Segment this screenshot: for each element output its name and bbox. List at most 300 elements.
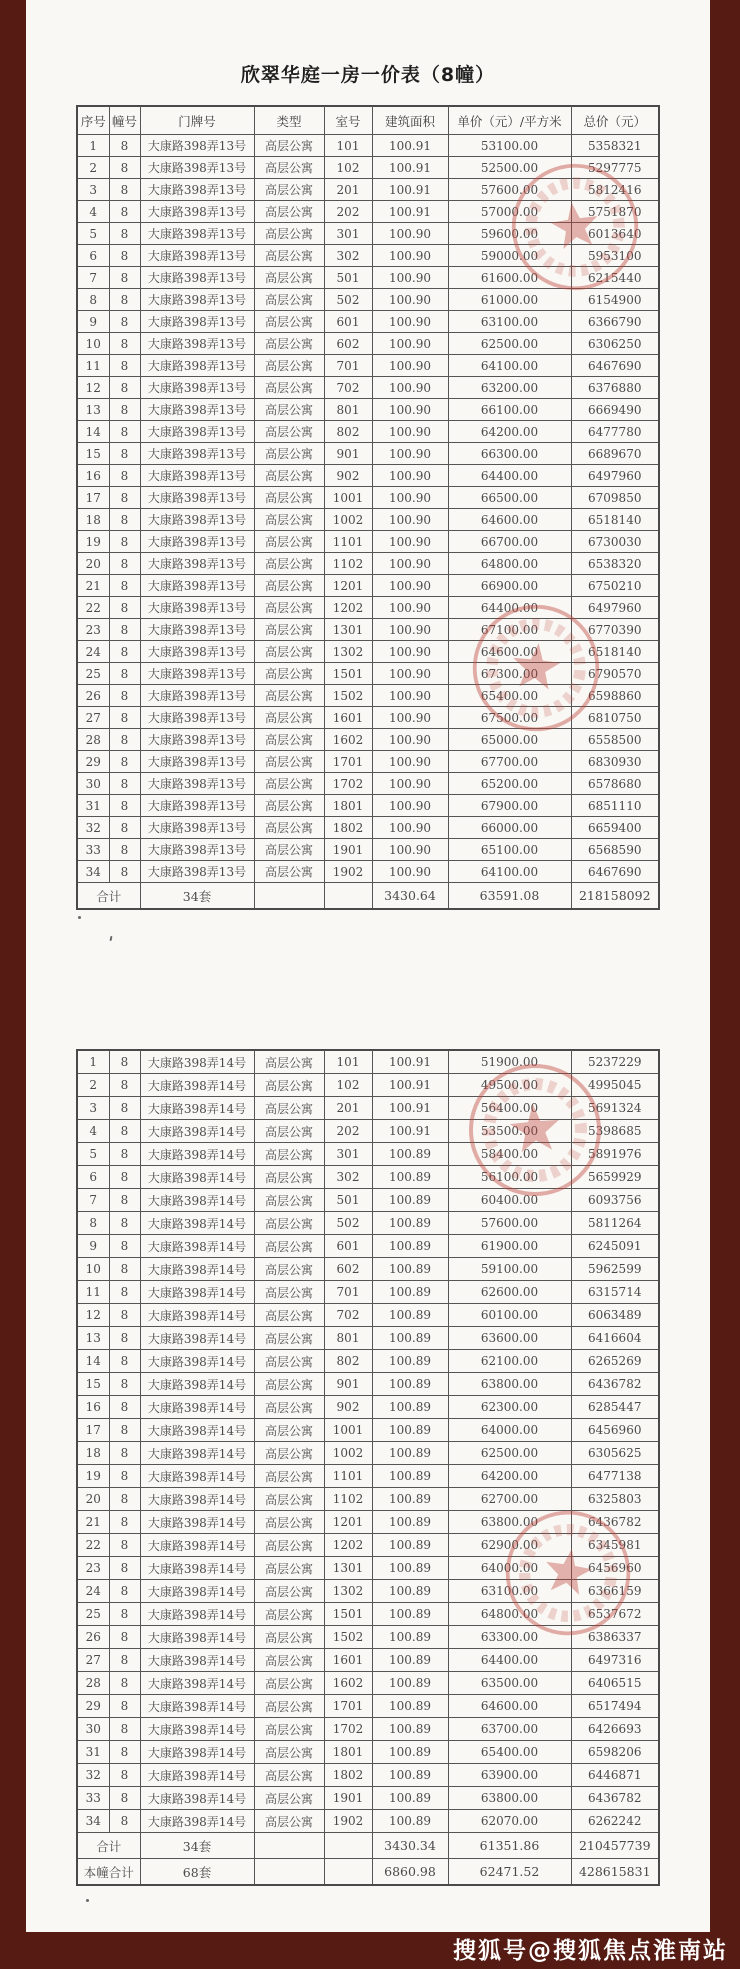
cell: 高层公寓 bbox=[254, 245, 324, 267]
table-row bbox=[77, 311, 659, 333]
cell: 64600.00 bbox=[448, 1695, 571, 1718]
cell: 501 bbox=[324, 1189, 372, 1212]
cell: 62600.00 bbox=[448, 1281, 571, 1304]
cell: 2 bbox=[77, 1074, 109, 1097]
cell: 100.90 bbox=[372, 839, 448, 861]
table-row bbox=[77, 443, 659, 465]
table-row bbox=[77, 1764, 659, 1787]
table-row bbox=[77, 1097, 659, 1120]
cell: 8 bbox=[109, 245, 140, 267]
cell: 57600.00 bbox=[448, 179, 571, 201]
cell: 8 bbox=[109, 729, 140, 751]
cell: 100.90 bbox=[372, 465, 448, 487]
cell: 1102 bbox=[324, 1488, 372, 1511]
cell: 100.91 bbox=[372, 157, 448, 179]
cell: 33 bbox=[77, 839, 109, 861]
table-row bbox=[77, 1143, 659, 1166]
cell: 3 bbox=[77, 1097, 109, 1120]
cell: 1201 bbox=[324, 1511, 372, 1534]
total-area: 3430.34 bbox=[372, 1833, 448, 1859]
cell: 801 bbox=[324, 399, 372, 421]
cell: 6376880 bbox=[571, 377, 659, 399]
cell: 高层公寓 bbox=[254, 1603, 324, 1626]
cell: 8 bbox=[109, 707, 140, 729]
cell: 100.89 bbox=[372, 1534, 448, 1557]
cell: 1601 bbox=[324, 707, 372, 729]
cell: 100.90 bbox=[372, 597, 448, 619]
total-row bbox=[77, 1833, 659, 1859]
cell: 大康路398弄14号 bbox=[140, 1235, 254, 1258]
cell: 6810750 bbox=[571, 707, 659, 729]
table-row bbox=[77, 1580, 659, 1603]
cell: 大康路398弄14号 bbox=[140, 1672, 254, 1695]
cell: 26 bbox=[77, 1626, 109, 1649]
cell: 802 bbox=[324, 421, 372, 443]
cell: 66700.00 bbox=[448, 531, 571, 553]
cell: 高层公寓 bbox=[254, 817, 324, 839]
cell: 8 bbox=[109, 1304, 140, 1327]
cell: 1301 bbox=[324, 619, 372, 641]
cell: 100.90 bbox=[372, 421, 448, 443]
cell: 6154900 bbox=[571, 289, 659, 311]
cell: 大康路398弄13号 bbox=[140, 685, 254, 707]
cell: 5358321 bbox=[571, 135, 659, 157]
cell: 4 bbox=[77, 201, 109, 223]
cell: 65200.00 bbox=[448, 773, 571, 795]
cell: 1302 bbox=[324, 1580, 372, 1603]
cell: 高层公寓 bbox=[254, 1557, 324, 1580]
cell: 701 bbox=[324, 355, 372, 377]
cell: 64400.00 bbox=[448, 1649, 571, 1672]
cell: 66900.00 bbox=[448, 575, 571, 597]
cell: 8 bbox=[109, 1120, 140, 1143]
cell: 8 bbox=[109, 289, 140, 311]
cell: 高层公寓 bbox=[254, 1327, 324, 1350]
column-header: 幢号 bbox=[109, 106, 140, 135]
cell: 65400.00 bbox=[448, 1741, 571, 1764]
cell: 6558500 bbox=[571, 729, 659, 751]
cell: 高层公寓 bbox=[254, 443, 324, 465]
total-area: 3430.64 bbox=[372, 883, 448, 910]
cell: 1601 bbox=[324, 1649, 372, 1672]
cell: 大康路398弄13号 bbox=[140, 773, 254, 795]
cell: 高层公寓 bbox=[254, 355, 324, 377]
cell: 100.90 bbox=[372, 795, 448, 817]
cell: 34 bbox=[77, 861, 109, 883]
cell: 大康路398弄13号 bbox=[140, 377, 254, 399]
cell: 8 bbox=[109, 509, 140, 531]
cell: 大康路398弄14号 bbox=[140, 1419, 254, 1442]
cell: 6518140 bbox=[571, 509, 659, 531]
cell: 64800.00 bbox=[448, 1603, 571, 1626]
cell: 100.90 bbox=[372, 773, 448, 795]
cell: 大康路398弄14号 bbox=[140, 1327, 254, 1350]
cell: 大康路398弄13号 bbox=[140, 509, 254, 531]
cell: 21 bbox=[77, 575, 109, 597]
cell: 1501 bbox=[324, 1603, 372, 1626]
cell: 6306250 bbox=[571, 333, 659, 355]
table-row bbox=[77, 1626, 659, 1649]
cell: 56400.00 bbox=[448, 1097, 571, 1120]
cell: 大康路398弄14号 bbox=[140, 1488, 254, 1511]
table-row bbox=[77, 575, 659, 597]
cell: 8 bbox=[77, 289, 109, 311]
scan-artifact bbox=[86, 1899, 89, 1902]
cell: 8 bbox=[109, 531, 140, 553]
cell: 高层公寓 bbox=[254, 1235, 324, 1258]
cell: 大康路398弄13号 bbox=[140, 707, 254, 729]
table-row bbox=[77, 1327, 659, 1350]
cell: 15 bbox=[77, 1373, 109, 1396]
cell: 30 bbox=[77, 1718, 109, 1741]
cell: 201 bbox=[324, 179, 372, 201]
cell: 6366159 bbox=[571, 1580, 659, 1603]
cell: 高层公寓 bbox=[254, 1511, 324, 1534]
cell: 65400.00 bbox=[448, 685, 571, 707]
cell: 大康路398弄14号 bbox=[140, 1741, 254, 1764]
cell: 17 bbox=[77, 1419, 109, 1442]
cell: 大康路398弄14号 bbox=[140, 1626, 254, 1649]
cell: 100.90 bbox=[372, 223, 448, 245]
grand-total-label: 本幢合计 bbox=[77, 1859, 140, 1886]
cell: 8 bbox=[109, 465, 140, 487]
cell: 100.90 bbox=[372, 377, 448, 399]
column-header: 类型 bbox=[254, 106, 324, 135]
cell: 1801 bbox=[324, 1741, 372, 1764]
cell: 59600.00 bbox=[448, 223, 571, 245]
cell: 64800.00 bbox=[448, 553, 571, 575]
cell: 6770390 bbox=[571, 619, 659, 641]
cell: 高层公寓 bbox=[254, 773, 324, 795]
cell: 100.91 bbox=[372, 1050, 448, 1074]
cell: 大康路398弄13号 bbox=[140, 267, 254, 289]
cell: 101 bbox=[324, 1050, 372, 1074]
cell: 高层公寓 bbox=[254, 377, 324, 399]
cell: 1502 bbox=[324, 685, 372, 707]
cell: 大康路398弄13号 bbox=[140, 157, 254, 179]
scan-artifact bbox=[78, 916, 81, 919]
cell: 100.91 bbox=[372, 1097, 448, 1120]
cell: 1901 bbox=[324, 839, 372, 861]
cell: 5237229 bbox=[571, 1050, 659, 1074]
cell: 100.89 bbox=[372, 1718, 448, 1741]
cell: 100.90 bbox=[372, 641, 448, 663]
cell: 63900.00 bbox=[448, 1764, 571, 1787]
cell: 802 bbox=[324, 1350, 372, 1373]
table-row bbox=[77, 685, 659, 707]
cell: 6538320 bbox=[571, 553, 659, 575]
total-label: 合计 bbox=[77, 1833, 140, 1859]
cell: 大康路398弄13号 bbox=[140, 861, 254, 883]
cell: 6 bbox=[77, 245, 109, 267]
cell: 23 bbox=[77, 619, 109, 641]
cell: 6497960 bbox=[571, 465, 659, 487]
cell: 1602 bbox=[324, 729, 372, 751]
cell: 1802 bbox=[324, 1764, 372, 1787]
cell: 大康路398弄13号 bbox=[140, 817, 254, 839]
cell: 62070.00 bbox=[448, 1810, 571, 1833]
cell: 8 bbox=[109, 355, 140, 377]
cell: 高层公寓 bbox=[254, 1143, 324, 1166]
cell: 大康路398弄13号 bbox=[140, 311, 254, 333]
cell: 100.89 bbox=[372, 1143, 448, 1166]
cell: 32 bbox=[77, 817, 109, 839]
column-header: 门牌号 bbox=[140, 106, 254, 135]
cell: 6537672 bbox=[571, 1603, 659, 1626]
cell: 63100.00 bbox=[448, 311, 571, 333]
cell: 63800.00 bbox=[448, 1511, 571, 1534]
cell: 8 bbox=[109, 1695, 140, 1718]
cell: 大康路398弄14号 bbox=[140, 1603, 254, 1626]
table-row bbox=[77, 751, 659, 773]
cell: 高层公寓 bbox=[254, 619, 324, 641]
cell: 大康路398弄13号 bbox=[140, 333, 254, 355]
cell: 大康路398弄14号 bbox=[140, 1350, 254, 1373]
table-row bbox=[77, 1396, 659, 1419]
table-row bbox=[77, 1350, 659, 1373]
cell: 大康路398弄13号 bbox=[140, 465, 254, 487]
cell: 100.89 bbox=[372, 1465, 448, 1488]
cell: 6456960 bbox=[571, 1557, 659, 1580]
total-units: 34套 bbox=[140, 1833, 254, 1859]
cell: 高层公寓 bbox=[254, 1534, 324, 1557]
cell: 100.89 bbox=[372, 1304, 448, 1327]
cell: 8 bbox=[109, 201, 140, 223]
cell: 8 bbox=[109, 1419, 140, 1442]
cell: 63500.00 bbox=[448, 1672, 571, 1695]
cell: 5659929 bbox=[571, 1166, 659, 1189]
table-row bbox=[77, 289, 659, 311]
cell: 1102 bbox=[324, 553, 372, 575]
cell: 高层公寓 bbox=[254, 1258, 324, 1281]
cell: 19 bbox=[77, 531, 109, 553]
cell: 4 bbox=[77, 1120, 109, 1143]
cell: 7 bbox=[77, 267, 109, 289]
cell: 8 bbox=[109, 1626, 140, 1649]
cell: 64200.00 bbox=[448, 1465, 571, 1488]
page-gap bbox=[26, 910, 710, 1049]
cell: 大康路398弄13号 bbox=[140, 575, 254, 597]
cell: 8 bbox=[109, 619, 140, 641]
cell: 100.90 bbox=[372, 333, 448, 355]
cell: 100.90 bbox=[372, 751, 448, 773]
cell: 502 bbox=[324, 289, 372, 311]
table-row bbox=[77, 641, 659, 663]
cell: 64400.00 bbox=[448, 465, 571, 487]
cell: 高层公寓 bbox=[254, 135, 324, 157]
cell: 5297775 bbox=[571, 157, 659, 179]
cell: 53100.00 bbox=[448, 135, 571, 157]
cell: 100.89 bbox=[372, 1649, 448, 1672]
cell: 大康路398弄13号 bbox=[140, 443, 254, 465]
grand-total-price: 428615831 bbox=[571, 1859, 659, 1886]
cell: 8 bbox=[109, 399, 140, 421]
cell: 8 bbox=[109, 1281, 140, 1304]
cell: 67300.00 bbox=[448, 663, 571, 685]
cell: 100.90 bbox=[372, 663, 448, 685]
cell: 大康路398弄13号 bbox=[140, 531, 254, 553]
cell: 6709850 bbox=[571, 487, 659, 509]
cell: 63700.00 bbox=[448, 1718, 571, 1741]
cell: 5 bbox=[77, 1143, 109, 1166]
cell: 5891976 bbox=[571, 1143, 659, 1166]
table-row bbox=[77, 1672, 659, 1695]
cell: 大康路398弄13号 bbox=[140, 223, 254, 245]
cell: 301 bbox=[324, 223, 372, 245]
cell: 63600.00 bbox=[448, 1327, 571, 1350]
cell: 6790570 bbox=[571, 663, 659, 685]
cell: 100.89 bbox=[372, 1764, 448, 1787]
cell: 高层公寓 bbox=[254, 1764, 324, 1787]
cell: 高层公寓 bbox=[254, 1488, 324, 1511]
table-row bbox=[77, 1718, 659, 1741]
cell: 100.89 bbox=[372, 1396, 448, 1419]
table-row bbox=[77, 773, 659, 795]
cell: 大康路398弄13号 bbox=[140, 619, 254, 641]
table-row bbox=[77, 1258, 659, 1281]
cell: 902 bbox=[324, 1396, 372, 1419]
cell: 8 bbox=[109, 1787, 140, 1810]
cell: 高层公寓 bbox=[254, 509, 324, 531]
cell: 100.89 bbox=[372, 1580, 448, 1603]
cell: 高层公寓 bbox=[254, 1787, 324, 1810]
cell: 66100.00 bbox=[448, 399, 571, 421]
cell: 100.89 bbox=[372, 1281, 448, 1304]
cell: 8 bbox=[109, 1212, 140, 1235]
cell: 701 bbox=[324, 1281, 372, 1304]
table-row bbox=[77, 839, 659, 861]
cell: 10 bbox=[77, 1258, 109, 1281]
cell: 1701 bbox=[324, 1695, 372, 1718]
cell: 高层公寓 bbox=[254, 1212, 324, 1235]
cell: 29 bbox=[77, 751, 109, 773]
cell: 100.89 bbox=[372, 1258, 448, 1281]
cell: 8 bbox=[109, 1718, 140, 1741]
cell: 8 bbox=[109, 553, 140, 575]
cell: 1002 bbox=[324, 1442, 372, 1465]
cell: 1101 bbox=[324, 1465, 372, 1488]
table-row bbox=[77, 729, 659, 751]
table-row bbox=[77, 1488, 659, 1511]
cell: 100.90 bbox=[372, 817, 448, 839]
cell: 100.89 bbox=[372, 1350, 448, 1373]
cell: 1001 bbox=[324, 487, 372, 509]
cell: 大康路398弄14号 bbox=[140, 1649, 254, 1672]
cell: 13 bbox=[77, 1327, 109, 1350]
cell: 100.89 bbox=[372, 1557, 448, 1580]
cell: 8 bbox=[109, 1327, 140, 1350]
cell: 100.90 bbox=[372, 531, 448, 553]
cell: 13 bbox=[77, 399, 109, 421]
cell: 64100.00 bbox=[448, 861, 571, 883]
cell: 100.89 bbox=[372, 1419, 448, 1442]
cell: 62500.00 bbox=[448, 333, 571, 355]
cell: 1602 bbox=[324, 1672, 372, 1695]
cell: 52500.00 bbox=[448, 157, 571, 179]
price-table-building13 bbox=[76, 105, 660, 910]
page-title: 欣翠华庭一房一价表（8幢） bbox=[240, 64, 496, 86]
cell: 6406515 bbox=[571, 1672, 659, 1695]
cell: 1202 bbox=[324, 597, 372, 619]
cell: 高层公寓 bbox=[254, 751, 324, 773]
cell: 大康路398弄13号 bbox=[140, 553, 254, 575]
cell: 902 bbox=[324, 465, 372, 487]
cell: 大康路398弄14号 bbox=[140, 1534, 254, 1557]
cell: 高层公寓 bbox=[254, 1626, 324, 1649]
cell: 14 bbox=[77, 421, 109, 443]
cell: 6568590 bbox=[571, 839, 659, 861]
cell: 2 bbox=[77, 157, 109, 179]
cell: 202 bbox=[324, 1120, 372, 1143]
cell: 大康路398弄14号 bbox=[140, 1304, 254, 1327]
cell: 8 bbox=[109, 1442, 140, 1465]
cell: 27 bbox=[77, 1649, 109, 1672]
cell: 20 bbox=[77, 1488, 109, 1511]
cell: 6436782 bbox=[571, 1787, 659, 1810]
cell: 8 bbox=[109, 1465, 140, 1488]
cell: 1101 bbox=[324, 531, 372, 553]
cell: 100.89 bbox=[372, 1672, 448, 1695]
table-row bbox=[77, 619, 659, 641]
cell: 100.90 bbox=[372, 443, 448, 465]
table-row bbox=[77, 1120, 659, 1143]
cell: 63800.00 bbox=[448, 1373, 571, 1396]
cell: 100.89 bbox=[372, 1442, 448, 1465]
cell: 53500.00 bbox=[448, 1120, 571, 1143]
total-unit-price: 63591.08 bbox=[448, 883, 571, 910]
cell: 8 bbox=[109, 223, 140, 245]
cell: 1002 bbox=[324, 509, 372, 531]
cell: 8 bbox=[109, 157, 140, 179]
cell: 59100.00 bbox=[448, 1258, 571, 1281]
cell: 大康路398弄13号 bbox=[140, 487, 254, 509]
cell: 6669490 bbox=[571, 399, 659, 421]
cell: 大康路398弄13号 bbox=[140, 245, 254, 267]
cell: 大康路398弄13号 bbox=[140, 421, 254, 443]
cell: 大康路398弄14号 bbox=[140, 1074, 254, 1097]
cell: 大康路398弄13号 bbox=[140, 201, 254, 223]
cell: 23 bbox=[77, 1557, 109, 1580]
total-price: 218158092 bbox=[571, 883, 659, 910]
cell: 1502 bbox=[324, 1626, 372, 1649]
cell: 8 bbox=[109, 1143, 140, 1166]
cell: 高层公寓 bbox=[254, 861, 324, 883]
cell: 6436782 bbox=[571, 1373, 659, 1396]
cell: 6497316 bbox=[571, 1649, 659, 1672]
table-row bbox=[77, 1787, 659, 1810]
cell: 大康路398弄14号 bbox=[140, 1097, 254, 1120]
cell: 1 bbox=[77, 1050, 109, 1074]
cell: 32 bbox=[77, 1764, 109, 1787]
cell: 64200.00 bbox=[448, 421, 571, 443]
table-row bbox=[77, 377, 659, 399]
cell: 102 bbox=[324, 157, 372, 179]
cell: 67900.00 bbox=[448, 795, 571, 817]
total-units: 34套 bbox=[140, 883, 254, 910]
document-page bbox=[26, 0, 710, 1932]
cell: 大康路398弄13号 bbox=[140, 135, 254, 157]
cell: 100.90 bbox=[372, 399, 448, 421]
table-row bbox=[77, 179, 659, 201]
cell: 高层公寓 bbox=[254, 1350, 324, 1373]
table-row bbox=[77, 1695, 659, 1718]
cell: 64400.00 bbox=[448, 597, 571, 619]
cell: 8 bbox=[109, 377, 140, 399]
cell: 100.90 bbox=[372, 355, 448, 377]
cell: 8 bbox=[109, 1350, 140, 1373]
table-row bbox=[77, 795, 659, 817]
table-row bbox=[77, 707, 659, 729]
